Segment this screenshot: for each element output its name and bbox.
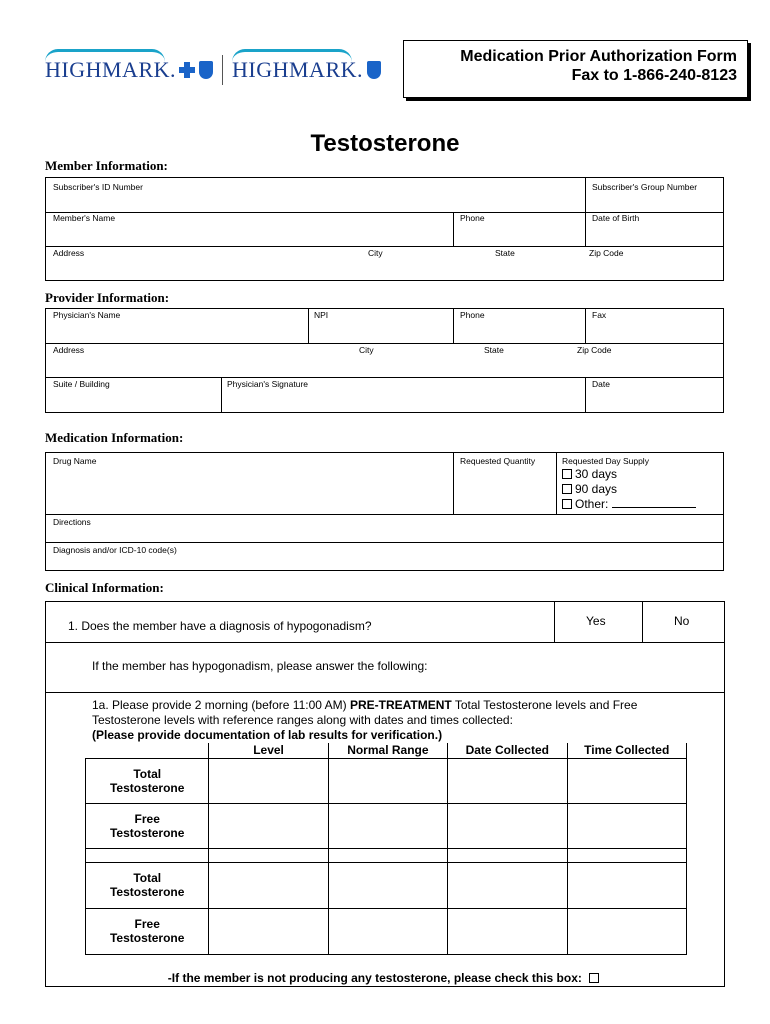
- option-label: 30 days: [575, 467, 618, 481]
- table-row: [86, 862, 687, 908]
- medication-grid: [45, 452, 724, 571]
- blue-cross-icon: [179, 62, 195, 78]
- form-header-box: [403, 40, 748, 98]
- member-grid: [45, 177, 724, 281]
- logo-divider: [222, 55, 223, 85]
- column-normal-range: Normal Range: [328, 743, 447, 758]
- checkbox-icon[interactable]: [562, 484, 572, 494]
- column-time-collected: Time Collected: [567, 743, 687, 758]
- member-name-field[interactable]: Member's Name: [53, 213, 116, 223]
- member-zip-field[interactable]: Zip Code: [589, 248, 624, 258]
- provider-section-title: Provider Information:: [45, 290, 170, 305]
- range-cell[interactable]: [328, 758, 447, 803]
- npi-field[interactable]: NPI: [314, 310, 329, 320]
- logo-swoosh: [45, 49, 165, 62]
- question-1a: [92, 698, 692, 743]
- provider-phone-field[interactable]: Phone: [460, 310, 485, 320]
- time-cell[interactable]: [567, 758, 687, 803]
- option-30-days[interactable]: [562, 467, 617, 481]
- drug-name-field[interactable]: Drug Name: [53, 456, 97, 466]
- provider-fax-field[interactable]: Fax: [592, 310, 607, 320]
- table-row: [86, 758, 687, 803]
- q1-no-option[interactable]: No: [674, 614, 690, 628]
- option-label: Other:: [575, 497, 609, 511]
- no-production-text: -If the member is not producing any testosterone, please check this box:: [167, 971, 582, 985]
- dob-field[interactable]: Date of Birth: [592, 213, 640, 223]
- logo-text: HIGHMARK.: [45, 57, 176, 82]
- checkbox-icon[interactable]: [562, 499, 572, 509]
- q1a-text: 1a. Please provide 2 morning (before 11:00 AM): [92, 698, 350, 712]
- date-cell[interactable]: [448, 803, 567, 848]
- suite-field[interactable]: Suite / Building: [53, 379, 110, 389]
- date-cell[interactable]: [448, 862, 567, 908]
- provider-city-field[interactable]: City: [359, 345, 374, 355]
- q1-follow-up: If the member has hypogonadism, please answer the following:: [92, 659, 428, 673]
- provider-state-field[interactable]: State: [484, 345, 504, 355]
- provider-address-field[interactable]: Address: [53, 345, 85, 355]
- checkbox-icon[interactable]: [562, 469, 572, 479]
- option-other[interactable]: [562, 497, 696, 511]
- question-1: 1. Does the member have a diagnosis of hypogonadism?: [68, 619, 372, 633]
- row-label-total-testosterone: Total Testosterone: [86, 758, 209, 803]
- member-city-field[interactable]: City: [368, 248, 383, 258]
- logo-text: HIGHMARK.: [232, 57, 363, 82]
- date-cell[interactable]: [448, 908, 567, 954]
- directions-field[interactable]: Directions: [53, 517, 91, 527]
- blue-shield-icon: [199, 61, 213, 79]
- level-cell[interactable]: [209, 803, 328, 848]
- no-production-checkbox[interactable]: [589, 973, 599, 983]
- provider-zip-field[interactable]: Zip Code: [577, 345, 612, 355]
- member-phone-field[interactable]: Phone: [460, 213, 485, 223]
- q1a-documentation-note: (Please provide documentation of lab results for verification.): [92, 728, 443, 742]
- row-label-total-testosterone: Total Testosterone: [86, 862, 209, 908]
- medication-section-title: Medication Information:: [45, 430, 184, 445]
- date-field[interactable]: Date: [592, 379, 610, 389]
- highmark-logo-right: [232, 55, 381, 85]
- member-state-field[interactable]: State: [495, 248, 515, 258]
- other-input-line[interactable]: [612, 507, 696, 508]
- member-address-field[interactable]: Address: [53, 248, 85, 258]
- column-date-collected: Date Collected: [448, 743, 567, 758]
- clinical-section-title: Clinical Information:: [45, 580, 164, 595]
- table-spacer-row: [86, 848, 687, 862]
- date-cell[interactable]: [448, 758, 567, 803]
- table-row: [86, 908, 687, 954]
- q1a-bold: PRE-TREATMENT: [349, 698, 452, 712]
- lab-results-table: [85, 743, 687, 955]
- range-cell[interactable]: [328, 803, 447, 848]
- no-production-statement: [46, 971, 724, 985]
- table-corner: [86, 743, 209, 758]
- option-90-days[interactable]: [562, 482, 617, 496]
- q1a-text-end: Total Testosterone levels and Free: [451, 698, 638, 712]
- group-number-field[interactable]: Subscriber's Group Number: [592, 182, 698, 192]
- member-section-title: Member Information:: [45, 158, 168, 173]
- table-row: [86, 803, 687, 848]
- blue-shield-icon: [367, 61, 381, 79]
- option-label: 90 days: [575, 482, 618, 496]
- day-supply-label: Requested Day Supply: [562, 456, 649, 466]
- highmark-logo-left: [45, 55, 213, 85]
- level-cell[interactable]: [209, 908, 328, 954]
- range-cell[interactable]: [328, 908, 447, 954]
- time-cell[interactable]: [567, 908, 687, 954]
- fax-number: Fax to 1-866-240-8123: [571, 67, 737, 84]
- q1-yes-option[interactable]: Yes: [586, 614, 606, 628]
- physician-name-field[interactable]: Physician's Name: [53, 310, 121, 320]
- level-cell[interactable]: [209, 758, 328, 803]
- logo-swoosh: [232, 49, 352, 62]
- provider-grid: [45, 308, 724, 413]
- range-cell[interactable]: [328, 862, 447, 908]
- row-label-free-testosterone: Free Testosterone: [86, 908, 209, 954]
- subscriber-id-field[interactable]: Subscriber's ID Number: [53, 182, 143, 192]
- q1a-text-line2: Testosterone levels with reference ranges along with dates and times collected:: [92, 713, 513, 727]
- level-cell[interactable]: [209, 862, 328, 908]
- form-title: Medication Prior Authorization Form: [460, 48, 737, 65]
- table-header-row: [86, 743, 687, 758]
- time-cell[interactable]: [567, 803, 687, 848]
- time-cell[interactable]: [567, 862, 687, 908]
- page-title: Testosterone: [310, 130, 460, 157]
- column-level: Level: [209, 743, 328, 758]
- clinical-grid: [45, 601, 725, 987]
- row-label-free-testosterone: Free Testosterone: [86, 803, 209, 848]
- diagnosis-field[interactable]: Diagnosis and/or ICD-10 code(s): [53, 545, 177, 555]
- quantity-field[interactable]: Requested Quantity: [460, 456, 536, 466]
- signature-field[interactable]: Physician's Signature: [227, 379, 308, 389]
